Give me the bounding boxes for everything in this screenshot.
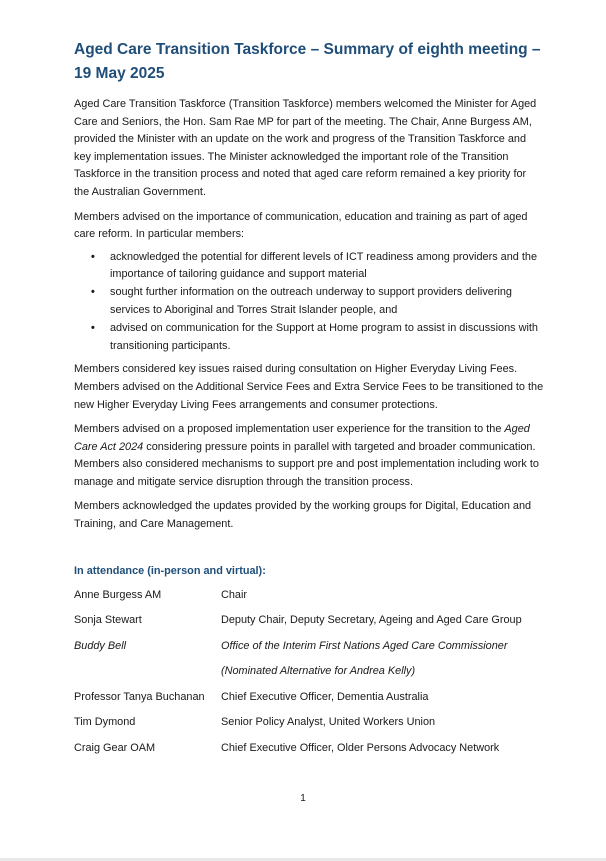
list-item-text: advised on communication for the Support at Home program to assist in discussions with transitioning participants. [110,322,538,352]
list-item [74,249,544,284]
attendee-name [74,663,221,689]
list-item [74,320,544,355]
attendee-name: Buddy Bell [74,639,127,652]
attendance-row [74,638,544,664]
attendance-row [74,689,544,715]
page-number: 1 [300,793,306,804]
attendance-table [74,587,544,766]
paragraph-living-fees: Members considered key issues raised during consultation on Higher Everyday Living Fees. Members advised on the Additional Service Fees and Extra Service Fees to be transitioned to the new Higher Everyday Living Fees arrangements and consumer protections. [74,363,544,411]
attendance-row [74,612,544,638]
list-item-text: acknowledged the potential for different levels of ICT readiness among providers and the importance of tailoring guidance and support material [110,250,538,281]
attendee-role: Chief Executive Officer, Older Persons Advocacy Network [221,741,500,754]
attendance-heading: In attendance (in-person and virtual): [74,564,266,577]
attendee-role: Chair [221,588,248,601]
attendance-row [74,740,544,766]
attendee-name: Tim Dymond [74,716,136,729]
paragraph-implementation-end: considering pressure points in parallel with targeted and broader communication. Members also considered mechanisms to support pre and post implementation including work to manage and mitigate service disruption through the transition process. [74,440,539,488]
attendance-row [74,714,544,740]
attendee-name: Professor Tanya Buchanan [74,690,205,703]
paragraph-working-groups: Members acknowledged the updates provided by the working groups for Digital, Education and Training, and Care Management. [74,500,532,531]
paragraph-communication: Members advised on the importance of communication, education and training as part of aged care reform. In particular members: [74,210,528,241]
attendee-role: Chief Executive Officer, Dementia Australia [221,690,429,703]
attendee-name: Craig Gear OAM [74,741,156,754]
page-content [74,38,544,765]
attendee-role: Deputy Chair, Deputy Secretary, Ageing and Aged Care Group [221,614,522,627]
attendance-row [74,587,544,613]
paragraph-implementation-start: Members advised on a proposed implementation user experience for the transition to the [74,423,505,436]
attendee-name: Anne Burgess AM [74,588,162,601]
attendance-row [74,663,544,689]
attendee-role: (Nominated Alternative for Andrea Kelly) [221,665,416,678]
bullet-icon: • [91,322,95,335]
attendee-name: Sonja Stewart [74,614,142,627]
act-title: Aged Care Act 2024 [74,423,530,453]
attendee-role: Senior Policy Analyst, United Workers Union [221,716,436,729]
bullet-icon: • [91,250,95,263]
list-item [74,284,544,319]
paragraph-implementation [74,421,544,491]
bullet-icon: • [91,286,95,299]
page-title: Aged Care Transition Taskforce – Summary of eighth meeting – 19 May 2025 [74,41,541,82]
bullet-list [74,249,544,356]
paragraph-minister-welcome: Aged Care Transition Taskforce (Transition Taskforce) members welcomed the Minister for Aged Care and Seniors, the Hon. Sam Rae MP for part of the meeting. The Chair, Anne Burgess AM, provided the Minister with an update on the work and progress of the Transition Taskforce and key implementation issues. The Minister acknowledged the important role of the Transition Taskforce in the transition process and noted that aged care reform remained a key priority for the Australian Government. [74,98,537,198]
list-item-text: sought further information on the outreach underway to support providers delivering services to Aboriginal and Torres Strait Islander people, and [110,286,512,317]
attendee-role: Office of the Interim First Nations Aged Care Commissioner [221,639,508,652]
